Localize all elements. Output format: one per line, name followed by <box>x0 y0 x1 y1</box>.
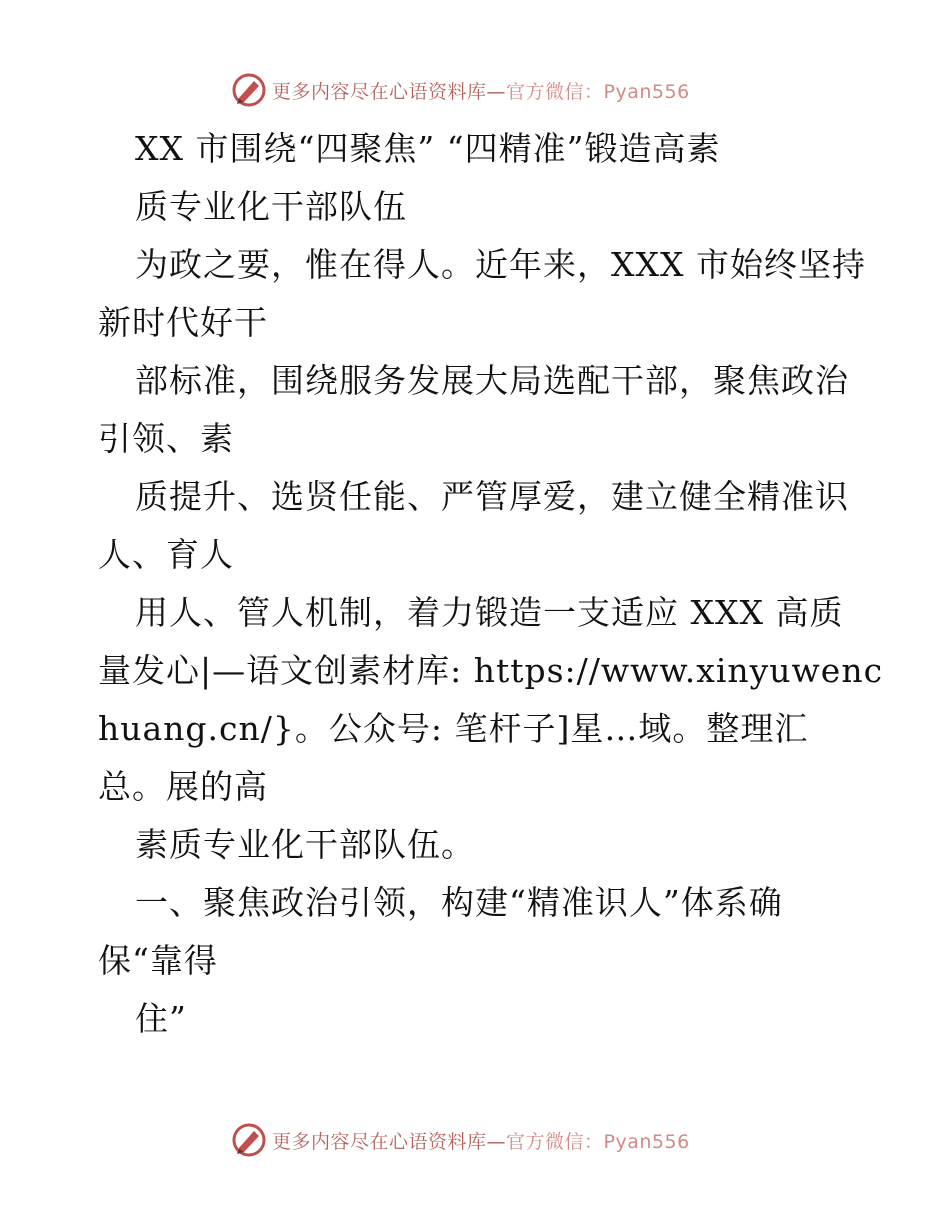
text-line: 用人、管人机制，着力锻造一支适应 XXX 高质 <box>135 593 844 632</box>
text-line: 人、育人 <box>98 535 234 574</box>
footer-banner <box>232 1122 690 1158</box>
banner-text <box>272 1127 690 1154</box>
document-body <box>98 120 884 1048</box>
text-line: 质提升、选贤任能、严管厚爱，建立健全精准识 <box>135 477 849 516</box>
text-line: 住” <box>135 999 187 1038</box>
banner-text <box>272 77 690 104</box>
text-line: 引领、素 <box>98 419 234 458</box>
text-line: 一、聚焦政治引领，构建“精准识人”体系确 <box>135 883 783 922</box>
text-line: huang.cn/}。公众号: 笔杆子]星…域。整理汇 <box>98 709 809 748</box>
text-line: XX 市围绕“四聚焦” “四精准”锻造高素 <box>135 129 721 168</box>
text-line: 质专业化干部队伍 <box>135 187 407 226</box>
text-line: 总。展的高 <box>98 767 268 806</box>
pen-logo-icon <box>232 73 266 107</box>
text-line: 部标准，围绕服务发展大局选配干部，聚焦政治 <box>135 361 849 400</box>
text-line: 保“靠得 <box>98 941 218 980</box>
header-banner <box>232 72 690 108</box>
text-line: 为政之要，惟在得人。近年来，XXX 市始终坚持 <box>135 245 866 284</box>
pen-logo-icon <box>232 1123 266 1157</box>
banner-title: 更多内容尽在心语资料库— <box>272 80 507 103</box>
banner-contact: 官方微信：Pyan556 <box>506 80 690 103</box>
text-line: 素质专业化干部队伍。 <box>135 825 475 864</box>
banner-contact: 官方微信：Pyan556 <box>506 1130 690 1153</box>
text-line: 新时代好干 <box>98 303 268 342</box>
banner-title: 更多内容尽在心语资料库— <box>272 1130 507 1153</box>
text-line: 量发心|—语文创素材库: https://www.xinyuwenc <box>98 651 884 690</box>
